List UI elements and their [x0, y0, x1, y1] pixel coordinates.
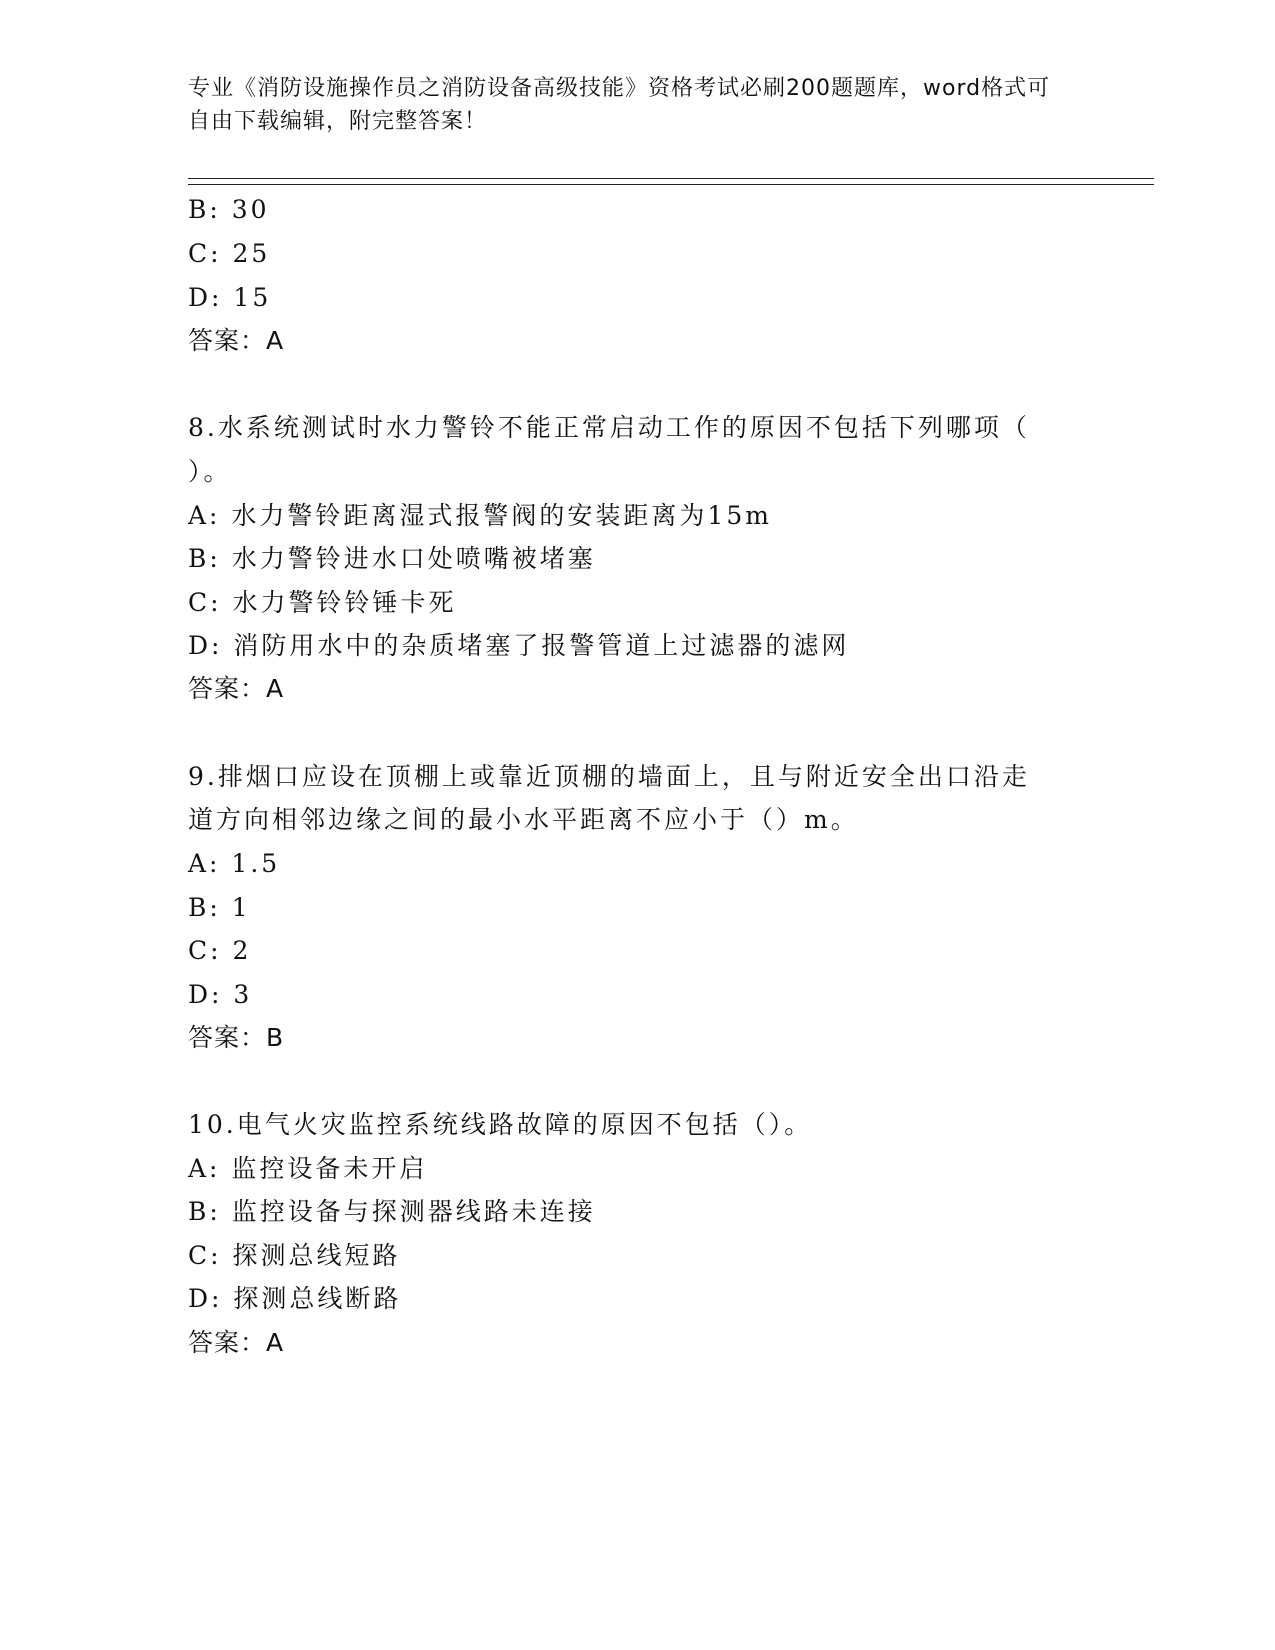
q10-option-a: A: 监控设备未开启 — [188, 1154, 428, 1183]
q10-option-d: D: 探测总线断路 — [188, 1284, 402, 1313]
q7-option-d: D: 15 — [188, 283, 272, 312]
q8-stem-line1: 8.水系统测试时水力警铃不能正常启动工作的原因不包括下列哪项（ — [188, 413, 1030, 442]
q9-answer: 答案：B — [188, 1023, 285, 1052]
q9-option-d: D: 3 — [188, 980, 253, 1009]
q9-stem-line2: 道方向相邻边缘之间的最小水平距离不应小于（）m。 — [188, 805, 859, 834]
document-header: 专业《消防设施操作员之消防设备高级技能》资格考试必刷200题题库，word格式可自由下载编辑，附完整答案！ — [188, 76, 1051, 134]
q7-option-c: C: 25 — [188, 239, 271, 268]
q8-option-c: C: 水力警铃铃锤卡死 — [188, 588, 457, 617]
q9-stem-line1: 9.排烟口应设在顶棚上或靠近顶棚的墙面上，且与附近安全出口沿走 — [188, 762, 1030, 791]
q9-option-a: A: 1.5 — [188, 849, 281, 878]
q10-option-b: B: 监控设备与探测器线路未连接 — [188, 1197, 596, 1226]
q10-stem: 10.电气火灾监控系统线路故障的原因不包括（）。 — [188, 1110, 813, 1139]
q7-answer: 答案：A — [188, 326, 285, 355]
q7-option-b: B: 30 — [188, 195, 270, 224]
q10-option-c: C: 探测总线短路 — [188, 1241, 401, 1270]
header-divider — [188, 178, 1154, 185]
q8-stem-line2: ）。 — [188, 457, 232, 486]
q8-option-b: B: 水力警铃进水口处喷嘴被堵塞 — [188, 544, 596, 573]
q9-option-b: B: 1 — [188, 893, 251, 922]
q10-answer: 答案：A — [188, 1328, 285, 1357]
q9-option-c: C: 2 — [188, 936, 252, 965]
q8-option-d: D: 消防用水中的杂质堵塞了报警管道上过滤器的滤网 — [188, 631, 850, 660]
q8-option-a: A: 水力警铃距离湿式报警阀的安装距离为15m — [188, 501, 772, 530]
q8-answer: 答案：A — [188, 674, 285, 703]
